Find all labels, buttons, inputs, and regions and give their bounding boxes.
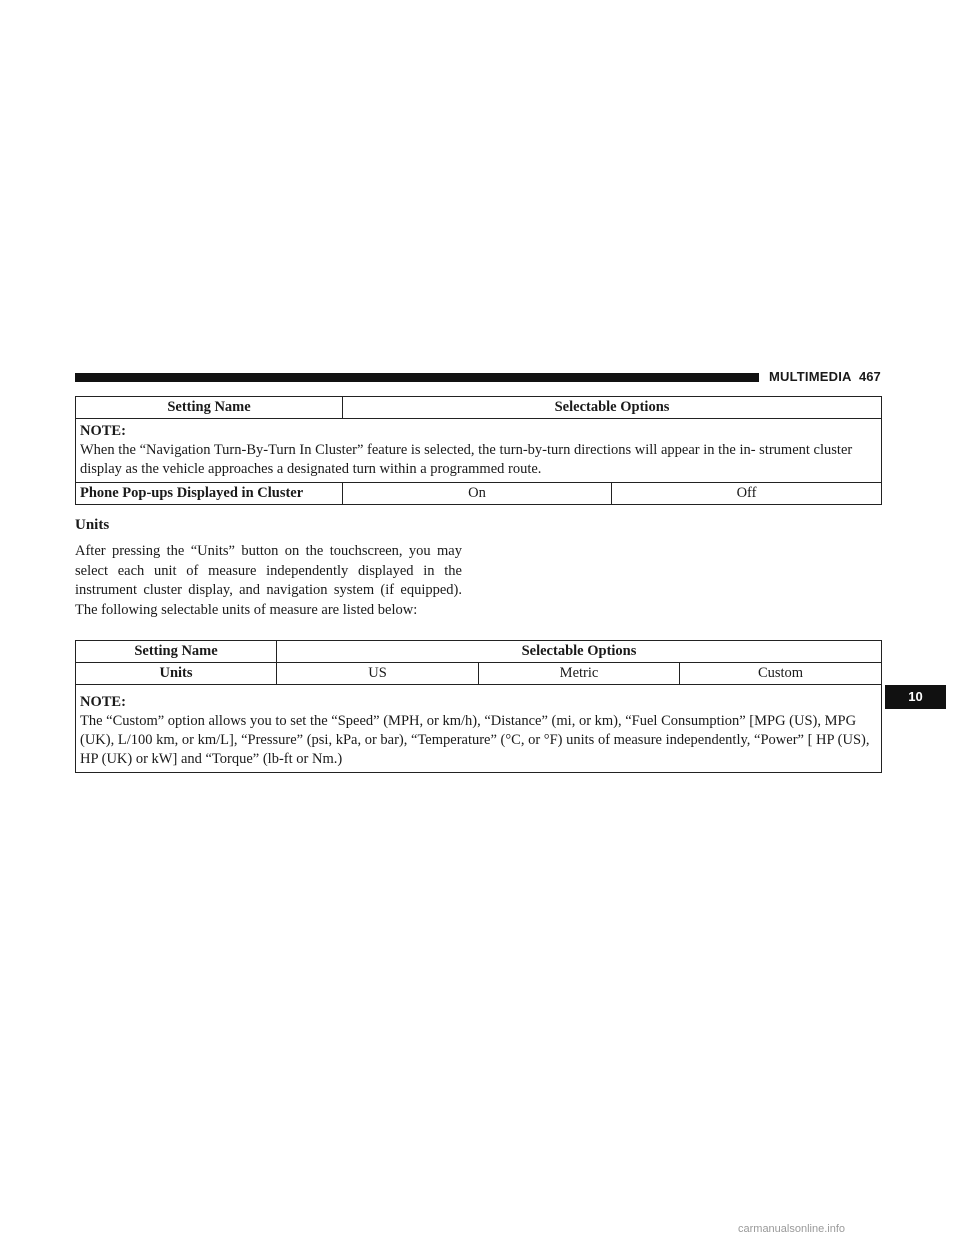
table-row (76, 483, 882, 505)
units-heading: Units (75, 517, 110, 533)
note-label: NOTE: (80, 423, 126, 439)
units-paragraph: After pressing the “Units” button on the touchscreen, you may select each unit of measure independently displayed in the instrument cluster display, and navigation system (if equipped). The following selectable units of measure are listed below: (75, 543, 462, 618)
settings-table-units (75, 640, 882, 773)
setting-phone-popups: Phone Pop-ups Displayed in Cluster (76, 483, 343, 505)
column-header-selectable-options: Selectable Options (343, 397, 882, 419)
note-row (76, 419, 882, 483)
section-title: MULTIMEDIA (769, 369, 852, 384)
settings-table-cluster (75, 396, 882, 505)
note-text: When the “Navigation Turn-By-Turn In Cluster” feature is selected, the turn-by-turn directions will appear in the in- strument cluster display as the vehicle approaches a designated turn within a programmed route. (80, 442, 853, 477)
column-header-setting-name: Setting Name (76, 641, 277, 663)
chapter-tab: 10 (885, 685, 946, 709)
setting-units: Units (76, 663, 277, 685)
option-us: US (277, 663, 479, 685)
note-text: The “Custom” option allows you to set the “Speed” (MPH, or km/h), “Distance” (mi, or km), “Fuel Consumption” [MPG (US), MPG (UK), L/100 km, or km/L], “Pressure” (psi, kPa, or bar), “Temperature” (°C, or °F) units of measure independently, “Power” [ HP (US), HP (UK) or kW] and “Torque” (lb-ft or Nm.) (80, 713, 870, 767)
note-label: NOTE: (80, 694, 126, 710)
note-cell (76, 419, 882, 483)
column-header-setting-name: Setting Name (76, 397, 343, 419)
note-cell (76, 685, 882, 773)
option-on: On (343, 483, 612, 505)
option-custom: Custom (680, 663, 882, 685)
column-header-selectable-options: Selectable Options (277, 641, 882, 663)
table-header-row (76, 397, 882, 419)
watermark: carmanualsonline.info (738, 1223, 846, 1235)
table-header-row (76, 641, 882, 663)
note-row (76, 685, 882, 773)
table-row (76, 663, 882, 685)
option-metric: Metric (479, 663, 680, 685)
option-off: Off (612, 483, 882, 505)
page-number: 467 (859, 369, 881, 384)
header-rule (75, 373, 759, 382)
